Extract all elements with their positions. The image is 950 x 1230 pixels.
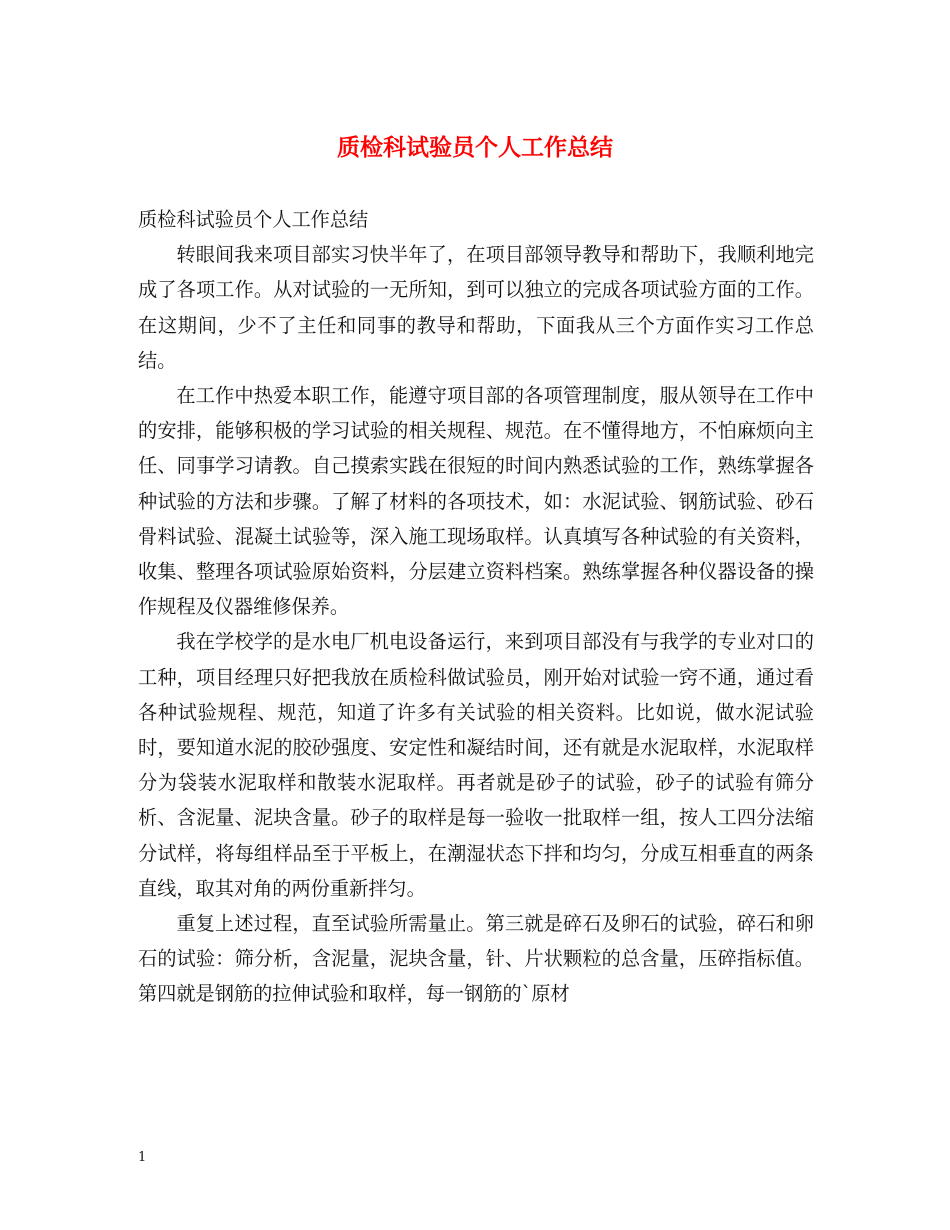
document-subtitle: 质检科试验员个人工作总结 — [138, 208, 369, 231]
paragraph-3: 我在学校学的是水电厂机电设备运行，来到项目部没有与我学的专业对口的工种，项目经理只好把我放在质检科做试验员，刚开始对试验一窍不通，通过看各种试验规程、规范，知道了许多有关试验的相关资料。比如说，做水泥试验时，要知道水泥的胶砂强度、安定性和凝结时间，还有就是水泥取样，水泥取样分为袋装水泥取样和散装水泥取样。再者就是砂子的试验，砂子的试验有筛分析、含泥量、泥块含量。砂子的取样是每一验收一批取样一组，按人工四分法缩分试样，将每组样品至于平板上，在潮湿状态下拌和均匀，分成互相垂直的两条直线，取其对角的两份重新拌匀。 — [138, 630, 814, 900]
document-title: 质检科试验员个人工作总结 — [337, 134, 613, 161]
document-body — [138, 202, 814, 1012]
page-number: 1 — [138, 1150, 147, 1165]
paragraph-2: 在工作中热爱本职工作，能遵守项目部的各项管理制度，服从领导在工作中的安排，能够积极的学习试验的相关规程、规范。在不懂得地方，不怕麻烦向主任、同事学习请教。自己摸索实践在很短的时间内熟悉试验的工作，熟练掌握各种试验的方法和步骤。了解了材料的各项技术，如：水泥试验、钢筋试验、砂石骨料试验、混凝土试验等，深入施工现场取样。认真填写各种试验的有关资料，收集、整理各项试验原始资料，分层建立资料档案。熟练掌握各种仪器设备的操作规程及仪器维修保养。 — [138, 384, 814, 619]
paragraph-4: 重复上述过程，直至试验所需量止。第三就是碎石及卵石的试验，碎石和卵石的试验：筛分析，含泥量，泥块含量，针、片状颗粒的总含量，压碎指标值。第四就是钢筋的拉伸试验和取样，每一钢筋的`原材 — [138, 912, 814, 1006]
paragraph-1: 转眼间我来项目部实习快半年了，在项目部领导教导和帮助下，我顺利地完成了各项工作。从对试验的一无所知，到可以独立的完成各项试验方面的工作。在这期间，少不了主任和同事的教导和帮助，下面我从三个方面作实习工作总结。 — [138, 243, 814, 372]
